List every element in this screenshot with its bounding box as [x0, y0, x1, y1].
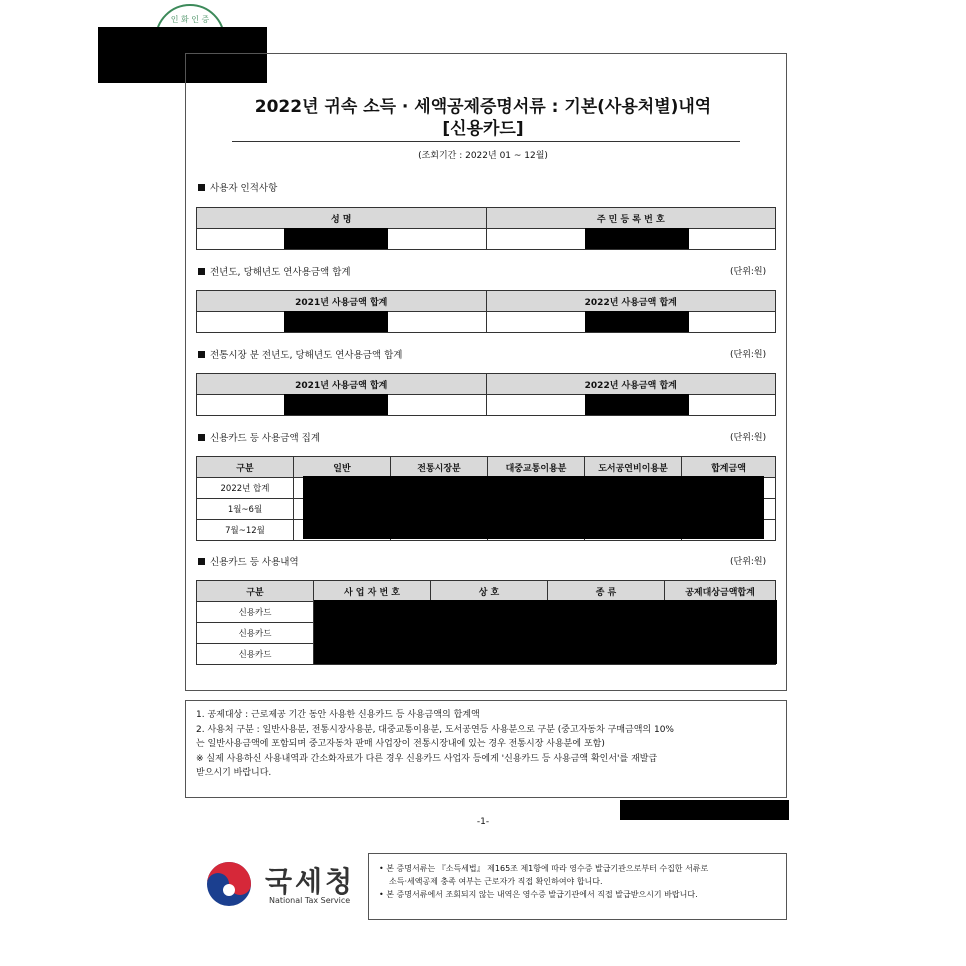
redaction-summary [303, 476, 764, 539]
col-general-header: 일반 [294, 457, 391, 478]
logo-english-text: National Tax Service [269, 896, 351, 905]
market-total-table [196, 373, 776, 416]
annual-total-table [196, 290, 776, 333]
unit-label: (단위:원) [730, 557, 767, 567]
redaction-2021 [284, 311, 388, 332]
title-divider [232, 141, 740, 142]
col-category-header: 구분 [197, 581, 314, 602]
col-total-header: 합계금액 [682, 457, 776, 478]
notice-line: • 본 증명서류에서 조회되지 않는 내역은 영수증 발급기관에서 직접 발급받으시기 바랍니다. [379, 890, 698, 899]
section-title: 사용자 인적사항 [210, 183, 278, 194]
unit-label: (단위:원) [730, 350, 767, 360]
col-culture-header: 도서공연비이용분 [585, 457, 682, 478]
row-label: 신용카드 [197, 644, 314, 665]
col-2021-header: 2021년 사용금액 합계 [197, 291, 487, 312]
redaction-market-2021 [284, 394, 388, 415]
section-title: 신용카드 등 사용금액 집계 [210, 433, 321, 444]
bullet-square-icon [198, 268, 205, 275]
redaction-id [585, 228, 689, 249]
col-deductible-header: 공제대상금액합계 [665, 581, 776, 602]
seal-text: 인 화 인 증 [170, 15, 210, 24]
row-label: 신용카드 [197, 602, 314, 623]
col-2022-header: 2022년 사용금액 합계 [486, 291, 776, 312]
logo-korean-text: 국세청 [265, 865, 356, 898]
row-label: 2022년 합계 [197, 478, 294, 499]
section-market-total-heading [198, 347, 402, 361]
redaction-name [284, 228, 388, 249]
nts-logo [205, 858, 360, 914]
col-2021-header: 2021년 사용금액 합계 [197, 374, 487, 395]
section-title: 신용카드 등 사용내역 [210, 557, 299, 568]
redaction-2022 [585, 311, 689, 332]
redaction-market-2022 [585, 394, 689, 415]
unit-label: (단위:원) [730, 433, 767, 443]
notice-line: • 본 증명서류는 『소득세법』 제165조 제1항에 따라 영수증 발급기관으로부터 수집한 서류로 [379, 864, 709, 873]
col-type-header: 종 류 [548, 581, 665, 602]
section-usage-detail-heading [198, 554, 299, 568]
row-label: 신용카드 [197, 623, 314, 644]
document-title [0, 96, 966, 140]
col-name-header: 성 명 [197, 208, 487, 229]
inquiry-period: (조회기간 : 2022년 01 ~ 12월) [418, 151, 548, 161]
col-2022-header: 2022년 사용금액 합계 [486, 374, 776, 395]
notice-line: 소득·세액공제 충족 여부는 근로자가 직접 확인하여야 합니다. [389, 877, 603, 886]
redaction-detail [314, 600, 777, 664]
taegeuk-logo-icon [205, 860, 253, 908]
bullet-square-icon [198, 351, 205, 358]
note-line: 1. 공제대상 : 근로제공 기간 동안 사용한 신용카드 등 사용금액의 합계액 [196, 710, 480, 720]
note-line: 2. 사용처 구분 : 일반사용분, 전통시장사용분, 대중교통이용분, 도서공연등 사용분으로 구분 (중고자동차 구매금액의 10% [196, 724, 674, 735]
bullet-square-icon [198, 434, 205, 441]
user-info-table [196, 207, 776, 250]
col-company-header: 상 호 [431, 581, 548, 602]
section-user-info-heading [198, 180, 277, 194]
bullet-square-icon [198, 184, 205, 191]
section-usage-summary-heading [198, 430, 320, 444]
col-market-header: 전통시장분 [391, 457, 488, 478]
note-line: ※ 실제 사용하신 사용내역과 간소화자료가 다른 경우 신용카드 사업자 등에게 '신용카드 등 사용금액 확인서'를 재발급 [196, 753, 658, 764]
section-annual-total-heading [198, 264, 351, 278]
col-transit-header: 대중교통이용분 [488, 457, 585, 478]
title-line-2: [신용카드] [442, 119, 524, 139]
col-business-no-header: 사 업 자 번 호 [314, 581, 431, 602]
page-number: -1- [476, 817, 490, 827]
notes-box [185, 700, 787, 798]
title-line-1: 2022년 귀속 소득 · 세액공제증명서류 : 기본(사용처별)내역 [254, 97, 712, 117]
section-title: 전년도, 당해년도 연사용금액 합계 [210, 267, 351, 278]
bullet-square-icon [198, 558, 205, 565]
section-title: 전통시장 분 전년도, 당해년도 연사용금액 합계 [210, 350, 403, 361]
note-line: 는 일반사용금액에 포함되며 중고자동차 판매 사업장이 전통시장내에 있는 경우 전통시장 사용분에 포함) [196, 739, 605, 749]
row-label: 7월~12월 [197, 520, 294, 541]
footer-notice-box [368, 853, 787, 920]
note-line: 받으시기 바랍니다. [196, 768, 272, 778]
col-category-header: 구분 [197, 457, 294, 478]
col-id-header: 주 민 등 록 번 호 [486, 208, 776, 229]
row-label: 1월~6월 [197, 499, 294, 520]
unit-label: (단위:원) [730, 267, 767, 277]
